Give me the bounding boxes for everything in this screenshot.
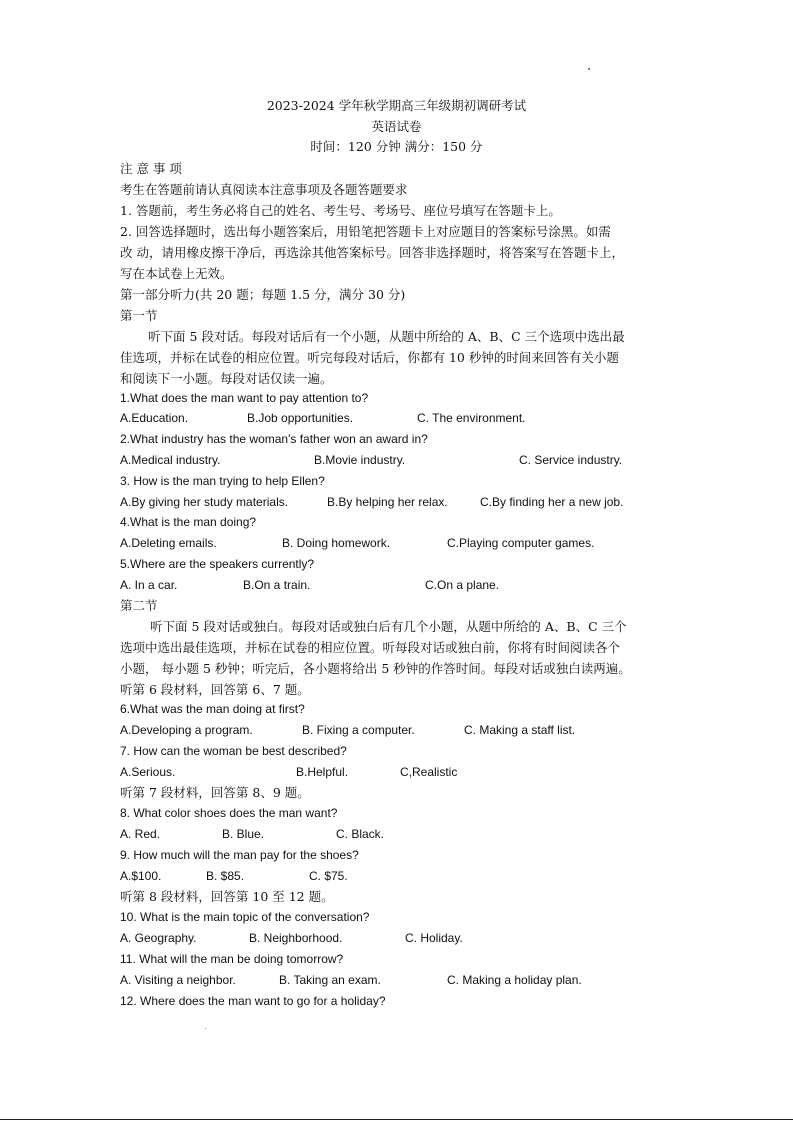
- question-stem: 6.What was the man doing at first?: [120, 702, 305, 716]
- option-b: B.Helpful.: [296, 765, 349, 779]
- option-b: B. Doing homework.: [282, 536, 391, 550]
- option-c: C. Making a staff list.: [464, 723, 576, 737]
- option-a: A.Education.: [120, 411, 189, 425]
- option-c: C.By finding her a new job.: [480, 495, 624, 509]
- section2-instructions-line-3: 小题， 每小题 5 秒钟；听完后，各小题将给出 5 秒钟的作答时间。每段对话或独白读两遍。: [120, 661, 631, 676]
- question-stem: 3. How is the man trying to help Ellen?: [120, 474, 325, 488]
- option-b: B.Job opportunities.: [247, 411, 354, 425]
- option-a: A. Visiting a neighbor.: [120, 973, 236, 987]
- material-8-note: 听第 8 段材料，回答第 10 至 12 题。: [120, 889, 334, 904]
- option-a: A.Medical industry.: [120, 453, 221, 467]
- question-stem: 1.What does the man want to pay attention to?: [120, 391, 369, 405]
- option-a: A.$100.: [120, 869, 162, 883]
- question-stem: 11. What will the man be doing tomorrow?: [120, 952, 344, 966]
- section2-instructions-line-2: 选项中选出最佳选项，并标在试卷的相应位置。听每段对话或独白前，你将有时间阅读各个: [120, 640, 621, 655]
- option-c: C.On a plane.: [425, 578, 500, 592]
- notice-item-2-line-1: 2. 回答选择题时，选出每小题答案后，用铅笔把答题卡上对应题目的答案标号涂黑。如需: [120, 224, 611, 239]
- option-b: B. Neighborhood.: [249, 931, 343, 945]
- option-c: C.Playing computer games.: [447, 536, 595, 550]
- option-a: A. In a car.: [120, 578, 178, 592]
- option-b: B.By helping her relax.: [327, 495, 448, 509]
- question-stem: 12. Where does the man want to go for a holiday?: [120, 994, 386, 1008]
- option-c: C. Holiday.: [405, 931, 463, 945]
- material-6-note: 听第 6 段材料，回答第 6、7 题。: [120, 682, 310, 697]
- option-a: A.Serious.: [120, 765, 176, 779]
- question-stem: 9. How much will the man pay for the shoes?: [120, 848, 359, 862]
- option-b: B.Movie industry.: [314, 453, 406, 467]
- section2-heading: 第二节: [120, 598, 158, 613]
- option-c: C. Service industry.: [519, 453, 623, 467]
- option-b: B. Fixing a computer.: [302, 723, 415, 737]
- option-b: B. Blue.: [222, 827, 265, 841]
- notice-item-2-line-2: 改 动，请用橡皮擦干净后，再选涂其他答案标号。回答非选择题时，将答案写在答题卡上，: [120, 245, 624, 260]
- page-bottom-rule: [0, 1119, 793, 1120]
- option-a: A.Deleting emails.: [120, 536, 217, 550]
- option-a: A. Geography.: [120, 931, 197, 945]
- question-stem: 7. How can the woman be best described?: [120, 744, 347, 758]
- option-b: B. $85.: [206, 869, 245, 883]
- option-c: C. $75.: [309, 869, 348, 883]
- question-stem: 10. What is the main topic of the conversation?: [120, 910, 370, 924]
- section1-instructions-line-2: 佳选项，并标在试卷的相应位置。听完每段对话后，你都有 10 秒钟的时间来回答有关小题: [120, 350, 619, 365]
- section2-instructions-line-1: 听下面 5 段对话或独白。每段对话或独白后有几个小题，从题中所给的 A、B、C 三个: [150, 619, 627, 634]
- notice-heading: 注 意 事 项: [120, 161, 182, 176]
- notice-item-1: 1. 答题前，考生务必将自己的姓名、考生号、考场号、座位号填写在答题卡上。: [120, 203, 561, 218]
- part1-heading: 第一部分听力(共 20 题；每题 1.5 分，满分 30 分): [120, 287, 406, 302]
- question-stem: 5.Where are the speakers currently?: [120, 557, 315, 571]
- corner-dot: [588, 68, 590, 70]
- option-c: C,Realistic: [400, 765, 458, 779]
- option-a: A.By giving her study materials.: [120, 495, 289, 509]
- option-a: A.Developing a program.: [120, 723, 253, 737]
- option-a: A. Red.: [120, 827, 161, 841]
- section1-instructions-line-1: 听下面 5 段对话。每段对话后有一个小题，从题中所给的 A、B、C 三个选项中选出最: [148, 329, 625, 344]
- option-c: C. Black.: [336, 827, 385, 841]
- notice-intro: 考生在答题前请认真阅读本注意事项及各题答题要求: [120, 182, 408, 197]
- option-b: B.On a train.: [243, 578, 311, 592]
- question-stem: 8. What color shoes does the man want?: [120, 806, 338, 820]
- footer-dot: [205, 1028, 206, 1029]
- exam-time-info: 时间：120 分钟 满分：150 分: [310, 139, 483, 154]
- option-c: C. The environment.: [417, 411, 526, 425]
- material-7-note: 听第 7 段材料，回答第 8、9 题。: [120, 785, 310, 800]
- question-stem: 4.What is the man doing?: [120, 515, 257, 529]
- option-b: B. Taking an exam.: [279, 973, 381, 987]
- option-c: C. Making a holiday plan.: [447, 973, 582, 987]
- exam-subject: 英语试卷: [371, 119, 422, 134]
- section1-heading: 第一节: [120, 308, 158, 323]
- exam-title: 2023-2024 学年秋学期高三年级期初调研考试: [266, 98, 527, 113]
- notice-item-2-line-3: 写在本试卷上无效。: [120, 266, 233, 281]
- section1-instructions-line-3: 和阅读下一小题。每段对话仅读一遍。: [120, 371, 333, 386]
- question-stem: 2.What industry has the woman's father won an award in?: [120, 432, 428, 446]
